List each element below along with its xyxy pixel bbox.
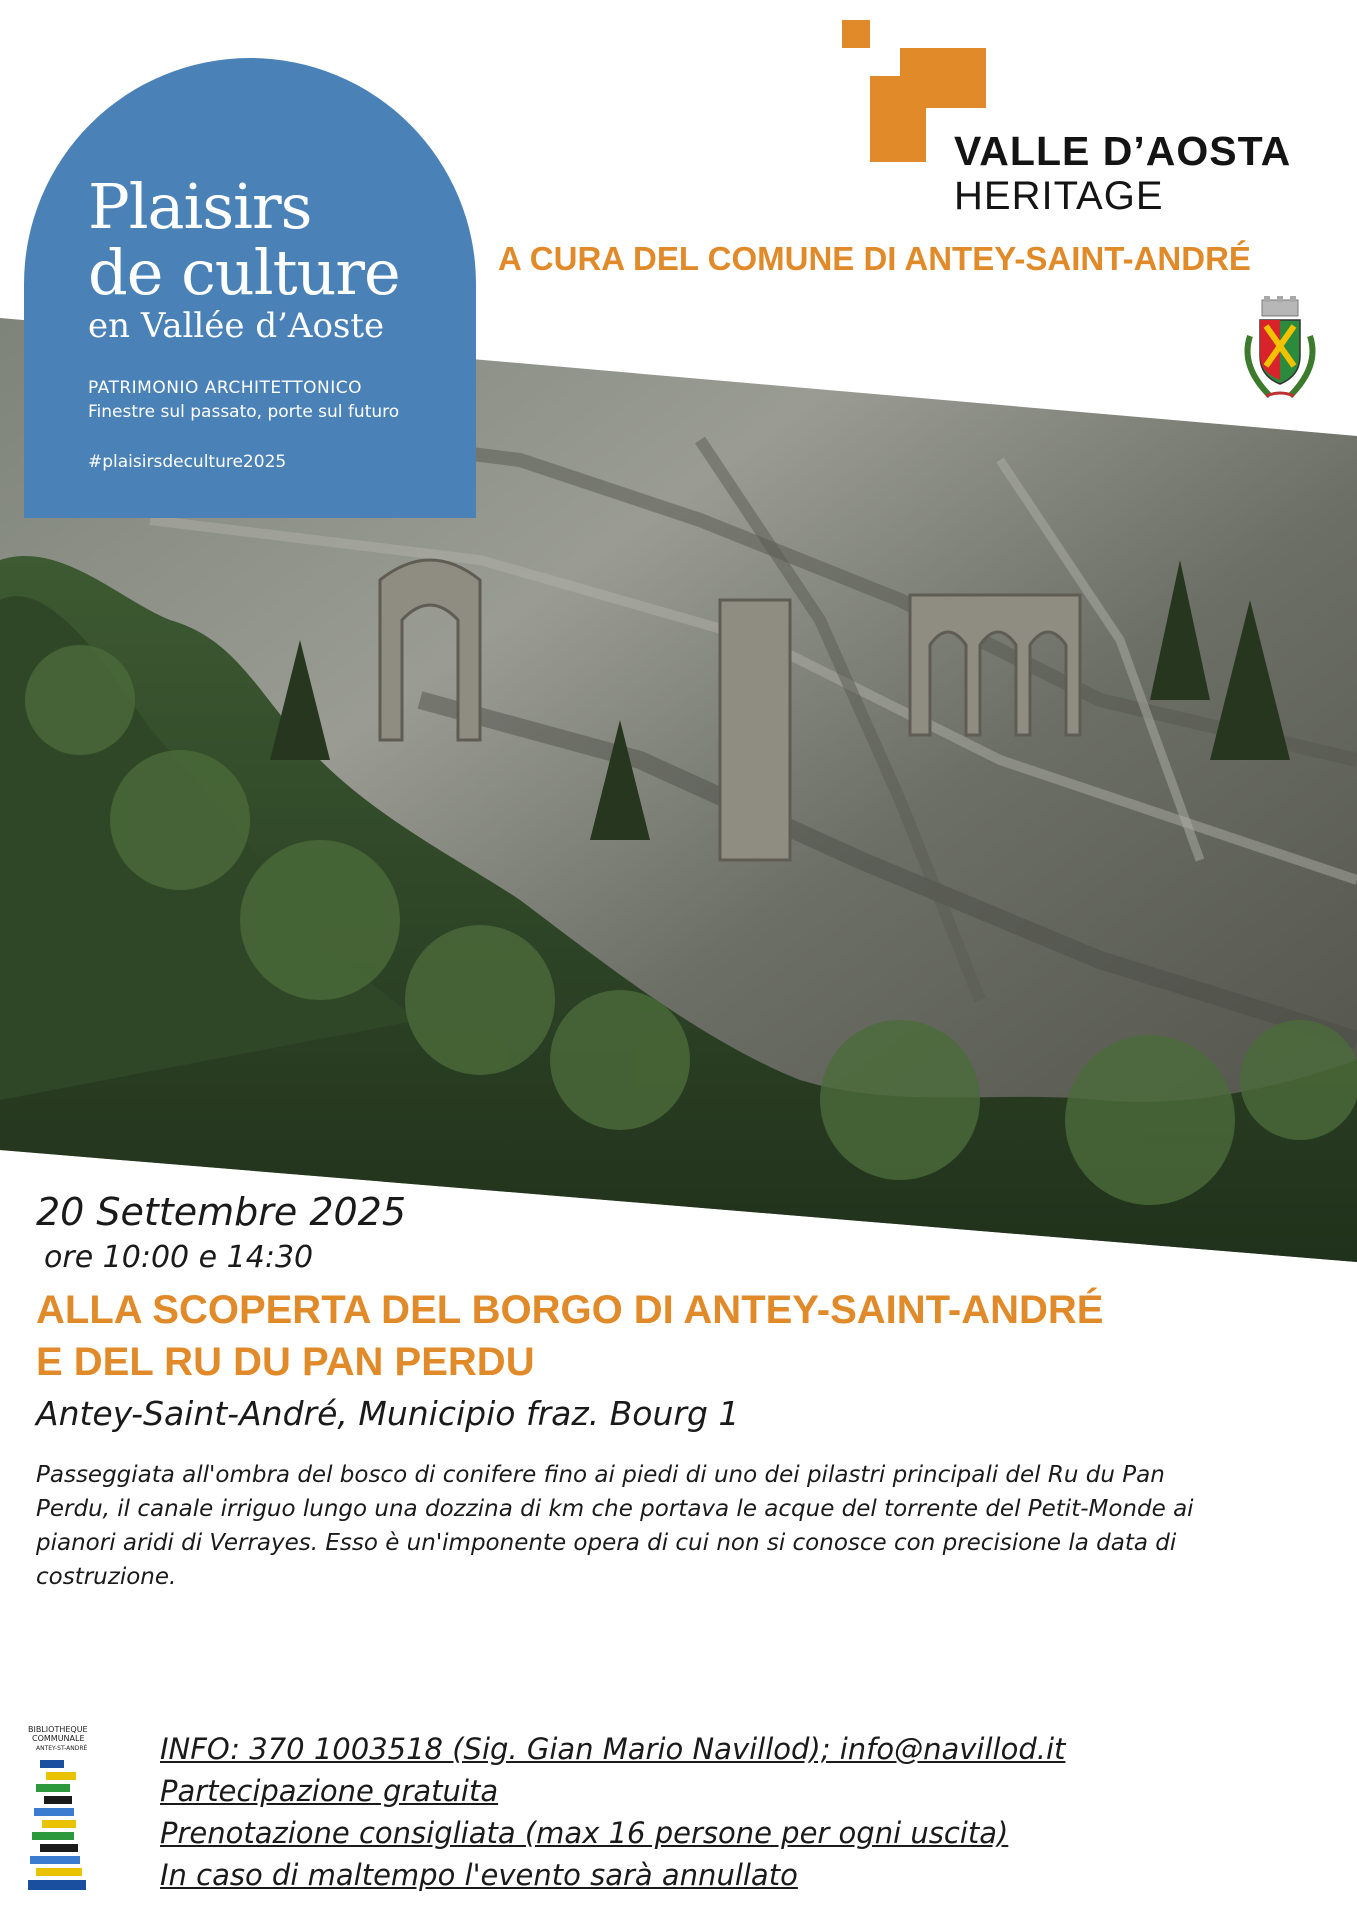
event-title-line1: ALLA SCOPERTA DEL BORGO DI ANTEY-SAINT-ANDRÉ [36,1288,1104,1332]
description-line: pianori aridi di Verrayes. Esso è un'imponente opera di cui non si conosce con precisione la data di [36,1530,1177,1556]
library-logo-icon [26,1722,110,1892]
event-description [36,1458,1326,1594]
badge-subtitle: PATRIMONIO ARCHITETTONICO [88,378,362,398]
event-time: ore 10:00 e 14:30 [44,1240,314,1275]
description-line: Passeggiata all'ombra del bosco di conifere fino ai piedi di uno dei pilastri principali del Ru du Pan [36,1462,1165,1488]
municipal-coat-of-arms-icon [1236,296,1324,408]
badge-title-line1: Plaisirs [88,170,312,243]
description-line: costruzione. [36,1564,177,1590]
event-title-line2: E DEL RU DU PAN PERDU [36,1340,535,1384]
info-free-participation: Partecipazione gratuita [160,1774,499,1808]
logo-subtitle: HERITAGE [954,174,1164,218]
library-logo-text: BIBLIOTHEQUE [28,1725,88,1734]
badge-title-line2: de culture [88,236,400,309]
event-location: Antey-Saint-André, Municipio fraz. Bourg 1 [36,1394,740,1433]
library-logo-text: ANTEY-ST-ANDRÉ [36,1745,88,1752]
description-line: Perdu, il canale irriguo lungo una dozzina di km che portava le acque del torrente del Petit-Monde ai [36,1496,1194,1522]
logo-title: VALLE D’AOSTA [954,128,1292,174]
badge-title-line3: en Vallée d’Aoste [88,306,385,346]
curator-line: A CURA DEL COMUNE DI ANTEY-SAINT-ANDRÉ [498,240,1251,277]
plaisirs-de-culture-badge [24,58,476,518]
badge-tagline: Finestre sul passato, porte sul futuro [88,402,400,422]
badge-hashtag: #plaisirsdeculture2025 [88,452,287,472]
info-booking-recommended: Prenotazione consigliata (max 16 persone per ogni uscita) [160,1816,1009,1850]
info-weather-cancellation: In caso di maltempo l'evento sarà annullato [160,1858,798,1892]
logo-square-small-icon [842,20,870,48]
info-contact-line[interactable]: INFO: 370 1003518 (Sig. Gian Mario Navillod); info@navillod.it [160,1732,1066,1766]
event-date: 20 Settembre 2025 [36,1190,407,1234]
logo-bar-icon [870,76,926,162]
library-logo-text: COMMUNALE [32,1734,85,1743]
